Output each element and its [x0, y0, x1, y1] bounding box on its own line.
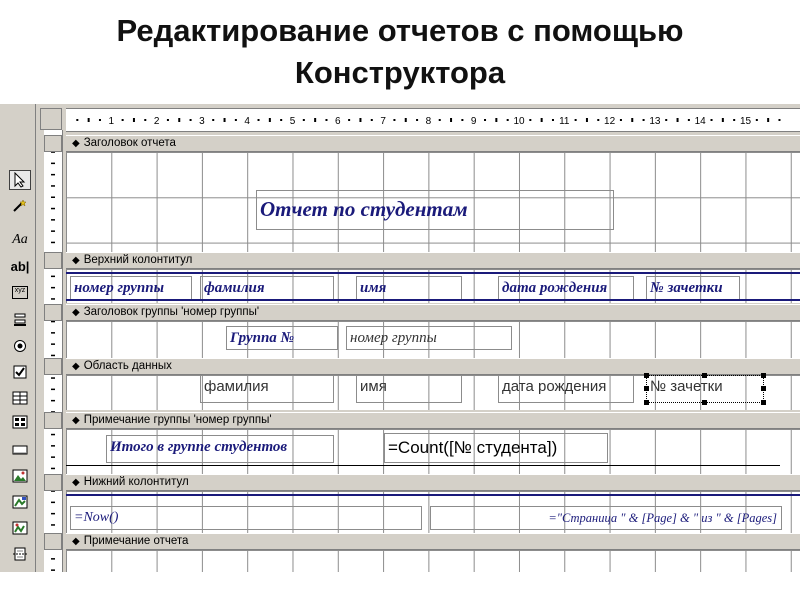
toggle-button-icon[interactable] [9, 310, 31, 330]
vertical-ruler-tick [51, 343, 55, 345]
ruler-tick [303, 119, 305, 121]
section-bar-detail[interactable] [66, 358, 800, 375]
ruler-tick [235, 119, 237, 121]
section-bar-group-header[interactable] [66, 304, 800, 321]
vruler-section-page-footer[interactable] [44, 474, 62, 491]
ruler-number: 1 [108, 116, 115, 127]
page-header-line-bottom[interactable] [66, 299, 800, 301]
checkbox-tool-icon[interactable] [9, 362, 31, 382]
vertical-ruler-ticks [51, 140, 55, 571]
vertical-ruler-tick [51, 524, 55, 526]
ruler-number: 11 [559, 116, 570, 127]
selection-handle[interactable] [761, 373, 766, 378]
page-footer-area[interactable] [66, 491, 800, 533]
group-number-label[interactable]: Группа № [226, 326, 338, 350]
option-group-tool[interactable] [9, 282, 31, 302]
ruler-number: 4 [244, 116, 250, 127]
vertical-ruler-tick [51, 230, 55, 232]
control-wizard-icon[interactable] [9, 196, 31, 216]
selection-handle[interactable] [702, 373, 707, 378]
vertical-ruler-tick [51, 287, 55, 289]
ruler-tick [643, 119, 645, 121]
ruler-tick [631, 118, 633, 122]
selection-handle[interactable] [761, 386, 766, 391]
ruler-tick [461, 119, 463, 121]
vertical-ruler-tick [51, 276, 55, 278]
section-arrow-icon: ◆ [72, 536, 80, 547]
vruler-section-report-footer[interactable] [44, 533, 62, 550]
section-arrow-icon: ◆ [72, 307, 80, 318]
section-arrow-icon: ◆ [72, 361, 80, 372]
vertical-ruler-tick [51, 298, 55, 300]
ruler-number: 6 [335, 116, 341, 127]
bound-object-frame-icon[interactable] [9, 518, 31, 538]
section-bar-page-footer[interactable] [66, 474, 800, 491]
vertical-ruler-tick [51, 389, 55, 391]
ruler-tick [393, 119, 395, 121]
vertical-ruler-tick [51, 321, 55, 323]
report-header-area[interactable] [66, 152, 800, 252]
ruler-tick [620, 119, 622, 121]
detail-field-name[interactable]: имя [356, 375, 462, 403]
selection-handle[interactable] [702, 400, 707, 405]
slide-title-line2: Конструктора [294, 55, 506, 90]
vertical-ruler-tick [51, 197, 55, 199]
section-arrow-icon: ◆ [72, 477, 80, 488]
vertical-ruler-tick [51, 445, 55, 447]
ruler-tick [348, 119, 350, 121]
ruler-tick [688, 119, 690, 121]
detail-field-surname[interactable]: фамилия [200, 375, 334, 403]
textbox-tool[interactable]: ab| [10, 258, 30, 274]
vertical-ruler-tick [51, 332, 55, 334]
section-label: Верхний колонтитул [83, 254, 193, 266]
ruler-tick [371, 119, 373, 121]
ruler-tick [99, 119, 101, 121]
count-students-field[interactable]: =Count([№ студента]) [384, 433, 608, 463]
ruler-number: 5 [289, 116, 296, 127]
slide-title [0, 10, 800, 94]
ruler-tick [597, 119, 599, 121]
ruler-tick [575, 119, 577, 121]
ruler-tick [529, 119, 531, 121]
page-header-label-name[interactable]: имя [356, 276, 462, 300]
ruler-tick [439, 119, 441, 121]
ruler-tick [484, 119, 486, 121]
combo-box-icon[interactable] [9, 388, 31, 408]
ruler-number: 12 [604, 116, 616, 127]
section-label: Примечание отчета [83, 535, 189, 547]
ruler-tick [190, 119, 192, 121]
vertical-ruler-tick [51, 219, 55, 221]
ruler-tick [325, 119, 327, 121]
page-header-label-record-book[interactable]: № зачетки [646, 276, 740, 300]
ruler-tick [212, 119, 214, 121]
vertical-ruler-tick [51, 185, 55, 187]
ruler-tick [224, 118, 226, 122]
detail-field-birthdate[interactable]: дата рождения [498, 375, 634, 403]
ruler-tick [733, 119, 735, 121]
section-label: Область данных [83, 360, 172, 372]
vertical-ruler-tick [51, 468, 55, 470]
ruler-tick [280, 119, 282, 121]
vertical-ruler-tick [51, 208, 55, 210]
vertical-ruler-tick [51, 456, 55, 458]
ruler-number: 2 [153, 116, 160, 127]
unbound-object-frame-icon[interactable] [9, 492, 31, 512]
vertical-ruler-tick [51, 377, 55, 379]
vertical-ruler-tick [51, 569, 55, 571]
ruler-number: 9 [470, 116, 477, 127]
now-field[interactable]: =Now() [70, 506, 422, 530]
ruler-number: 8 [425, 116, 432, 127]
ruler-tick [167, 119, 169, 121]
vertical-ruler-tick [51, 163, 55, 165]
group-footer-line[interactable] [66, 465, 780, 466]
ruler-tick [586, 118, 588, 122]
ruler-tick [76, 119, 78, 121]
ruler-tick [416, 119, 418, 121]
page-footer-line[interactable] [66, 494, 800, 496]
ruler-tick [756, 119, 758, 121]
ruler-number: 13 [649, 116, 661, 127]
section-label: Заголовок группы 'номер группы' [83, 306, 260, 318]
ruler-tick [722, 118, 724, 122]
ruler-number: 10 [513, 116, 525, 127]
horizontal-ruler[interactable] [66, 108, 800, 132]
ruler-tick [178, 118, 180, 122]
report-canvas [66, 130, 800, 572]
detail-field-record-book[interactable]: № зачетки [646, 375, 764, 403]
ruler-tick [665, 119, 667, 121]
page-number-field[interactable]: ="Страница " & [Page] & " из " & [Pages] [430, 506, 782, 530]
vertical-ruler-tick [51, 513, 55, 515]
vruler-section-detail[interactable] [44, 358, 62, 375]
vruler-section-group-header[interactable] [44, 304, 62, 321]
section-bar-report-header[interactable] [66, 135, 800, 152]
ruler-tick [552, 119, 554, 121]
section-bar-report-footer[interactable] [66, 533, 800, 550]
ruler-tick [495, 118, 497, 122]
section-bar-group-footer[interactable] [66, 412, 800, 429]
image-tool-icon[interactable] [9, 466, 31, 486]
option-group-icon: xyz [12, 286, 28, 299]
vertical-ruler-tick [51, 434, 55, 436]
ruler-tick [269, 118, 271, 122]
vertical-ruler[interactable] [44, 130, 63, 572]
ruler-tick [314, 118, 316, 122]
option-button-icon[interactable] [9, 336, 31, 356]
ruler-number: 15 [739, 116, 752, 127]
ruler-tick [144, 119, 146, 121]
vruler-section-page-header[interactable] [44, 252, 62, 269]
vertical-ruler-tick [51, 558, 55, 560]
page-header-label-surname[interactable]: фамилия [200, 276, 334, 300]
vruler-section-group-footer[interactable] [44, 412, 62, 429]
ruler-tick [450, 118, 452, 122]
section-arrow-icon: ◆ [72, 255, 80, 266]
selection-handle[interactable] [761, 400, 766, 405]
vruler-section-report-header[interactable] [44, 135, 62, 152]
toolbox [5, 104, 36, 572]
list-box-icon[interactable] [9, 412, 31, 432]
group-footer-area[interactable] [66, 429, 800, 477]
group-number-field[interactable]: номер группы [346, 326, 512, 350]
vertical-ruler-tick [51, 355, 55, 357]
report-footer-area[interactable] [66, 550, 800, 572]
vertical-ruler-tick [51, 242, 55, 244]
selection-handle[interactable] [644, 400, 649, 405]
ruler-tick [507, 119, 509, 121]
ruler-number: 14 [694, 116, 706, 127]
section-bar-page-header[interactable] [66, 252, 800, 269]
ruler-tick [258, 119, 260, 121]
page-header-label-group[interactable]: номер группы [70, 276, 192, 300]
vertical-ruler-tick [51, 400, 55, 402]
section-arrow-icon: ◆ [72, 138, 80, 149]
page-break-icon[interactable] [9, 544, 31, 564]
ruler-tick [405, 118, 407, 122]
page-header-area[interactable] [66, 269, 800, 303]
page-header-line-top[interactable] [66, 272, 800, 274]
ruler-tick [122, 119, 124, 121]
ruler-tick [133, 118, 135, 122]
command-button-icon[interactable] [9, 440, 31, 460]
vertical-ruler-tick [51, 174, 55, 176]
ruler-corner[interactable] [40, 108, 62, 130]
report-designer-window [0, 104, 800, 572]
section-label: Нижний колонтитул [83, 476, 189, 488]
ruler-tick [541, 118, 543, 122]
ruler-tick [359, 118, 361, 122]
page-header-label-birthdate[interactable]: дата рождения [498, 276, 634, 300]
detail-area[interactable] [66, 375, 800, 410]
group-total-label[interactable]: Итого в группе студентов [106, 435, 334, 463]
vertical-ruler-tick [51, 502, 55, 504]
section-label: Примечание группы 'номер группы' [83, 414, 272, 426]
select-pointer-icon[interactable] [9, 170, 31, 190]
slide-title-line1: Редактирование отчетов с помощью [116, 13, 684, 48]
section-arrow-icon: ◆ [72, 415, 80, 426]
ruler-tick [767, 118, 769, 122]
ruler-numbers [109, 116, 752, 127]
ruler-tick [711, 119, 713, 121]
ruler-number: 7 [380, 116, 386, 127]
ruler-tick [88, 118, 90, 122]
report-title-label[interactable]: Отчет по студентам [256, 190, 614, 230]
ruler-tick [677, 118, 679, 122]
ruler-tick [778, 119, 780, 121]
selection-handle[interactable] [644, 373, 649, 378]
label-tool[interactable]: Aa [12, 232, 28, 247]
group-header-area[interactable] [66, 321, 800, 358]
selection-handle[interactable] [644, 386, 649, 391]
ruler-number: 3 [199, 116, 205, 127]
section-label: Заголовок отчета [83, 137, 176, 149]
